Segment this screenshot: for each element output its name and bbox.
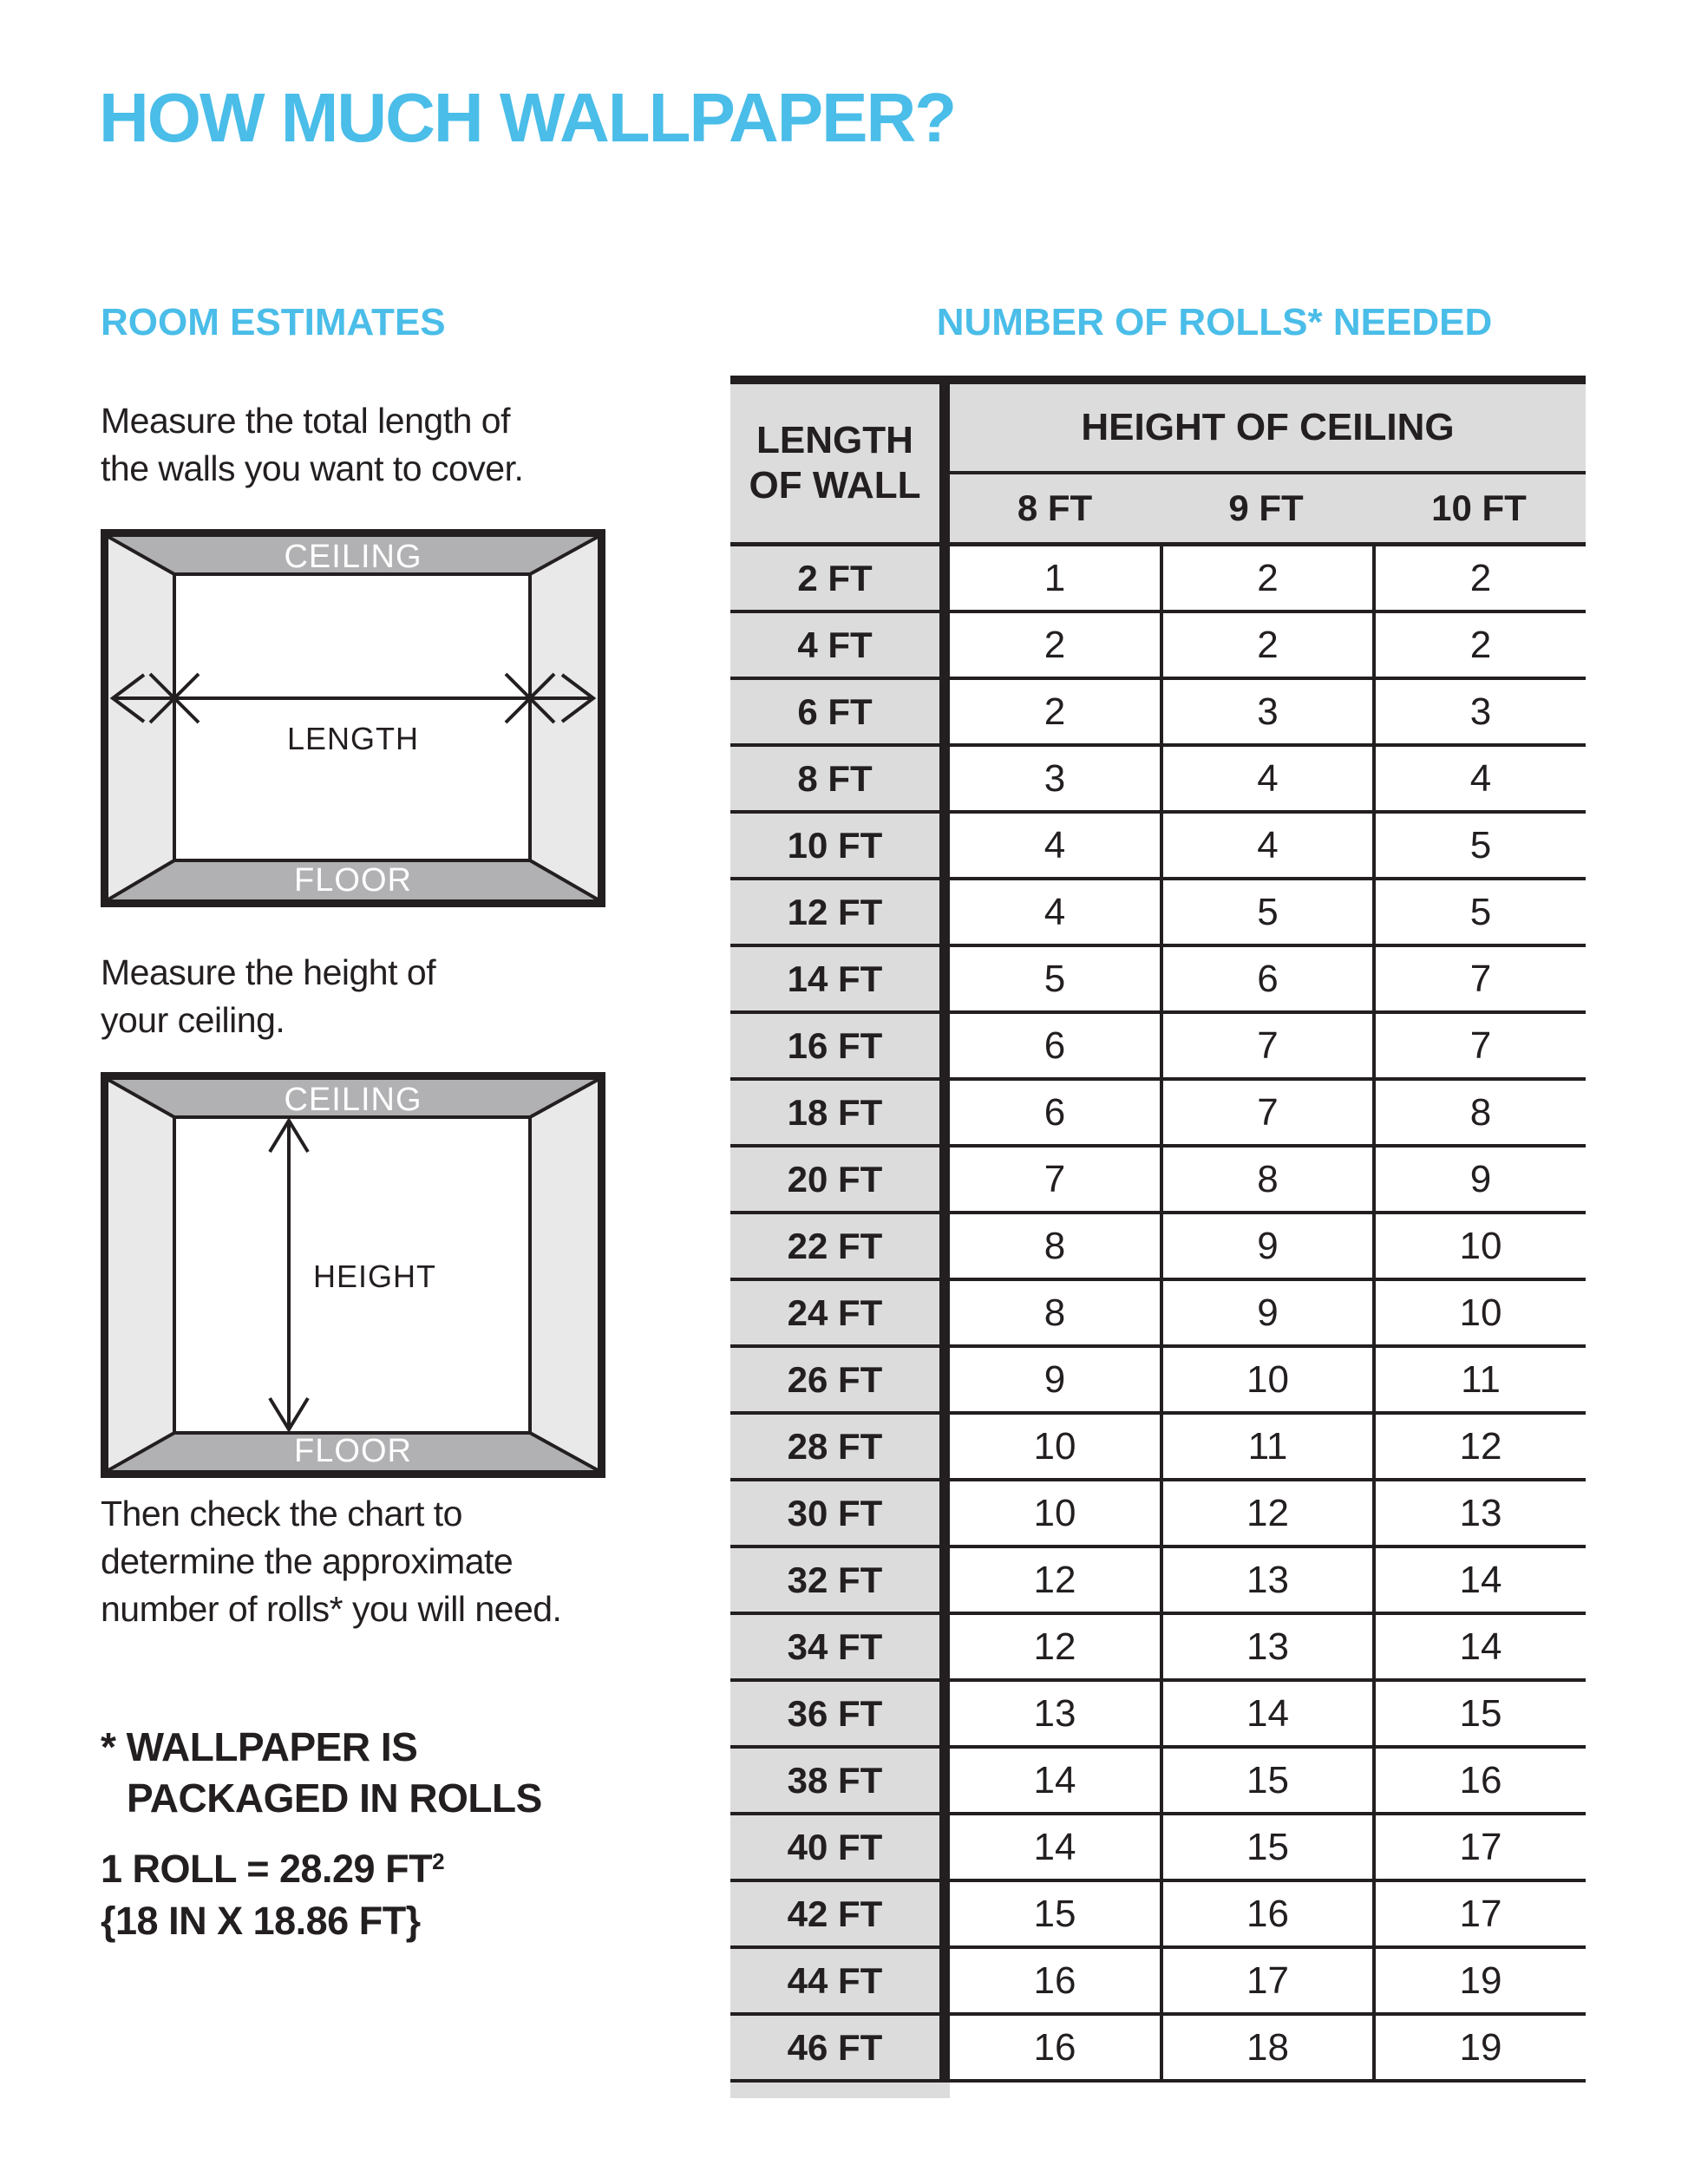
- column-divider: [939, 1148, 950, 1211]
- text-line: the walls you want to cover.: [101, 448, 524, 488]
- roll-count-8ft: 15: [950, 1882, 1160, 1945]
- column-divider: [939, 747, 950, 810]
- column-divider: [939, 613, 950, 677]
- table-row: [730, 947, 1586, 1014]
- rolls-table: [730, 376, 1586, 2098]
- roll-count-8ft: 12: [950, 1615, 1160, 1678]
- column-divider: [939, 2016, 950, 2079]
- column-divider: [939, 1749, 950, 1812]
- table-row: [730, 1548, 1586, 1615]
- row-label: 28 FT: [730, 1415, 939, 1478]
- floor-label: FLOOR: [294, 1433, 412, 1469]
- instruction-measure-length: [101, 397, 523, 493]
- instruction-measure-height: [101, 949, 435, 1044]
- roll-count-9ft: 7: [1160, 1081, 1372, 1144]
- roll-count-10ft: 12: [1372, 1415, 1586, 1478]
- row-label: 38 FT: [730, 1749, 939, 1812]
- page-title: HOW MUCH WALLPAPER?: [99, 79, 956, 156]
- roll-count-9ft: 14: [1160, 1682, 1372, 1745]
- column-divider: [939, 1415, 950, 1478]
- roll-count-9ft: 6: [1160, 947, 1372, 1010]
- roll-count-9ft: 18: [1160, 2016, 1372, 2079]
- row-label: 24 FT: [730, 1281, 939, 1344]
- column-divider: [939, 680, 950, 743]
- row-label: 12 FT: [730, 880, 939, 944]
- roll-count-10ft: 17: [1372, 1815, 1586, 1879]
- table-row: [730, 1815, 1586, 1882]
- roll-count-10ft: 19: [1372, 1949, 1586, 2012]
- room-height-diagram: [101, 1072, 605, 1478]
- text-line: number of rolls* you will need.: [101, 1589, 562, 1629]
- instruction-check-chart: [101, 1490, 561, 1633]
- ceiling-height-columns: [950, 474, 1586, 542]
- table-row: [730, 1014, 1586, 1081]
- table-row: [730, 880, 1586, 947]
- column-divider: [939, 1548, 950, 1612]
- roll-count-10ft: 2: [1372, 546, 1586, 610]
- roll-count-9ft: 4: [1160, 747, 1372, 810]
- roll-count-9ft: 3: [1160, 680, 1372, 743]
- text-line: Then check the chart to: [101, 1494, 462, 1533]
- row-label: 42 FT: [730, 1882, 939, 1945]
- height-of-ceiling-header: HEIGHT OF CEILING: [950, 384, 1586, 474]
- table-row: [730, 747, 1586, 814]
- roll-count-8ft: 5: [950, 947, 1160, 1010]
- roll-count-8ft: 4: [950, 814, 1160, 877]
- table-row: [730, 680, 1586, 747]
- roll-count-8ft: 2: [950, 680, 1160, 743]
- roll-count-8ft: 10: [950, 1415, 1160, 1478]
- row-label: 16 FT: [730, 1014, 939, 1077]
- label-column-stub: [730, 2083, 950, 2098]
- roll-count-10ft: 10: [1372, 1214, 1586, 1278]
- roll-count-9ft: 2: [1160, 613, 1372, 677]
- table-row: [730, 1615, 1586, 1682]
- column-divider: [939, 546, 950, 610]
- table-row: [730, 2016, 1586, 2083]
- roll-count-8ft: 1: [950, 546, 1160, 610]
- left-wall: [108, 1080, 174, 1470]
- roll-count-9ft: 11: [1160, 1415, 1372, 1478]
- roll-count-10ft: 3: [1372, 680, 1586, 743]
- roll-count-9ft: 13: [1160, 1548, 1372, 1612]
- table-top-border: [730, 376, 1586, 384]
- floor-label: FLOOR: [294, 862, 412, 899]
- column-divider: [939, 1615, 950, 1678]
- length-of-wall-header: LENGTH OF WALL: [730, 384, 939, 542]
- row-label: 46 FT: [730, 2016, 939, 2079]
- column-divider: [939, 1281, 950, 1344]
- row-label: 6 FT: [730, 680, 939, 743]
- ceiling-height-header-group: [950, 384, 1586, 542]
- roll-count-9ft: 12: [1160, 1481, 1372, 1545]
- roll-count-9ft: 9: [1160, 1214, 1372, 1278]
- roll-count-10ft: 17: [1372, 1882, 1586, 1945]
- room-estimates-heading: ROOM ESTIMATES: [101, 301, 446, 343]
- rolls-footnote: [101, 1722, 542, 1824]
- roll-count-10ft: 4: [1372, 747, 1586, 810]
- row-label: 2 FT: [730, 546, 939, 610]
- text-line: determine the approximate: [101, 1541, 514, 1581]
- roll-count-10ft: 19: [1372, 2016, 1586, 2079]
- table-row: [730, 546, 1586, 613]
- column-divider: [939, 947, 950, 1010]
- column-divider: [939, 1949, 950, 2012]
- rolls-needed-heading: NUMBER OF ROLLS* NEEDED: [936, 301, 1493, 343]
- roll-count-10ft: 2: [1372, 613, 1586, 677]
- row-label: 32 FT: [730, 1548, 939, 1612]
- roll-count-10ft: 7: [1372, 1014, 1586, 1077]
- column-divider: [939, 1815, 950, 1879]
- roll-count-10ft: 5: [1372, 880, 1586, 944]
- table-header: [730, 384, 1586, 546]
- row-label: 44 FT: [730, 1949, 939, 2012]
- roll-count-10ft: 10: [1372, 1281, 1586, 1344]
- column-divider: [939, 880, 950, 944]
- column-divider: [939, 1348, 950, 1411]
- roll-count-8ft: 4: [950, 880, 1160, 944]
- roll-count-9ft: 16: [1160, 1882, 1372, 1945]
- roll-count-9ft: 5: [1160, 880, 1372, 944]
- column-divider: [939, 1081, 950, 1144]
- column-header-8ft: 8 FT: [1017, 487, 1093, 528]
- table-row: [730, 1749, 1586, 1815]
- text-line: Measure the total length of: [101, 401, 510, 441]
- table-row: [730, 1281, 1586, 1348]
- roll-count-9ft: 15: [1160, 1815, 1372, 1879]
- table-row: [730, 1949, 1586, 2016]
- row-label: 22 FT: [730, 1214, 939, 1278]
- table-row: [730, 814, 1586, 880]
- roll-dimensions-line: {18 IN X 18.86 FT}: [101, 1899, 421, 1943]
- table-row: [730, 1415, 1586, 1481]
- text-line: Measure the height of: [101, 952, 436, 992]
- row-label: 8 FT: [730, 747, 939, 810]
- roll-count-9ft: 7: [1160, 1014, 1372, 1077]
- roll-area-line: 1 ROLL = 28.29 $FT^2$: [101, 1847, 445, 1891]
- roll-count-8ft: 14: [950, 1749, 1160, 1812]
- row-label: 36 FT: [730, 1682, 939, 1745]
- roll-count-10ft: 16: [1372, 1749, 1586, 1812]
- roll-count-8ft: 12: [950, 1548, 1160, 1612]
- row-label: 18 FT: [730, 1081, 939, 1144]
- roll-count-10ft: 14: [1372, 1548, 1586, 1612]
- roll-count-8ft: 10: [950, 1481, 1160, 1545]
- roll-count-8ft: 7: [950, 1148, 1160, 1211]
- roll-count-10ft: 14: [1372, 1615, 1586, 1678]
- text-line: PACKAGED IN ROLLS: [127, 1775, 542, 1821]
- column-header-10ft: 10 FT: [1431, 487, 1527, 528]
- column-header-9ft: 9 FT: [1228, 487, 1304, 528]
- table-row: [730, 1214, 1586, 1281]
- roll-count-9ft: 9: [1160, 1281, 1372, 1344]
- superscript-2: 2: [432, 1848, 445, 1874]
- table-row: [730, 613, 1586, 680]
- roll-count-10ft: 5: [1372, 814, 1586, 877]
- row-label: 10 FT: [730, 814, 939, 877]
- roll-count-9ft: 13: [1160, 1615, 1372, 1678]
- roll-count-9ft: 15: [1160, 1749, 1372, 1812]
- column-divider: [939, 1014, 950, 1077]
- row-label: 20 FT: [730, 1148, 939, 1211]
- column-divider: [939, 814, 950, 877]
- roll-count-9ft: 10: [1160, 1348, 1372, 1411]
- row-label: 34 FT: [730, 1615, 939, 1678]
- text-line: your ceiling.: [101, 1000, 285, 1040]
- roll-count-8ft: 2: [950, 613, 1160, 677]
- roll-count-9ft: 17: [1160, 1949, 1372, 2012]
- row-label: 14 FT: [730, 947, 939, 1010]
- column-divider: [939, 1682, 950, 1745]
- column-divider: [939, 1481, 950, 1545]
- table-body: [730, 546, 1586, 2083]
- table-row: [730, 1682, 1586, 1749]
- roll-count-9ft: 8: [1160, 1148, 1372, 1211]
- height-label: HEIGHT: [313, 1259, 437, 1294]
- roll-count-10ft: 11: [1372, 1348, 1586, 1411]
- roll-count-8ft: 9: [950, 1348, 1160, 1411]
- roll-count-8ft: 8: [950, 1214, 1160, 1278]
- roll-count-10ft: 7: [1372, 947, 1586, 1010]
- table-row: [730, 1348, 1586, 1415]
- text-line: * WALLPAPER IS: [101, 1724, 418, 1769]
- row-label: 26 FT: [730, 1348, 939, 1411]
- roll-count-9ft: 2: [1160, 546, 1372, 610]
- ceiling-label: CEILING: [284, 539, 422, 575]
- row-label: 30 FT: [730, 1481, 939, 1545]
- column-divider: [939, 1214, 950, 1278]
- row-label: 4 FT: [730, 613, 939, 677]
- roll-count-10ft: 15: [1372, 1682, 1586, 1745]
- roll-size-info: [101, 1835, 444, 1947]
- roll-count-8ft: 13: [950, 1682, 1160, 1745]
- roll-count-10ft: 9: [1372, 1148, 1586, 1211]
- room-length-diagram: [101, 529, 605, 907]
- table-row: [730, 1882, 1586, 1949]
- roll-count-8ft: 16: [950, 2016, 1160, 2079]
- roll-count-10ft: 13: [1372, 1481, 1586, 1545]
- roll-count-8ft: 3: [950, 747, 1160, 810]
- column-divider: [939, 1882, 950, 1945]
- roll-count-8ft: 14: [950, 1815, 1160, 1879]
- column-divider: [939, 384, 950, 542]
- ceiling-label: CEILING: [284, 1082, 422, 1118]
- roll-count-10ft: 8: [1372, 1081, 1586, 1144]
- roll-count-8ft: 8: [950, 1281, 1160, 1344]
- roll-count-8ft: 6: [950, 1081, 1160, 1144]
- roll-count-9ft: 4: [1160, 814, 1372, 877]
- row-label: 40 FT: [730, 1815, 939, 1879]
- back-wall: [174, 574, 530, 860]
- table-row: [730, 1481, 1586, 1548]
- right-wall: [530, 1080, 598, 1470]
- length-label: LENGTH: [286, 721, 420, 756]
- table-row: [730, 1081, 1586, 1148]
- table-row: [730, 1148, 1586, 1214]
- roll-count-8ft: 6: [950, 1014, 1160, 1077]
- roll-count-8ft: 16: [950, 1949, 1160, 2012]
